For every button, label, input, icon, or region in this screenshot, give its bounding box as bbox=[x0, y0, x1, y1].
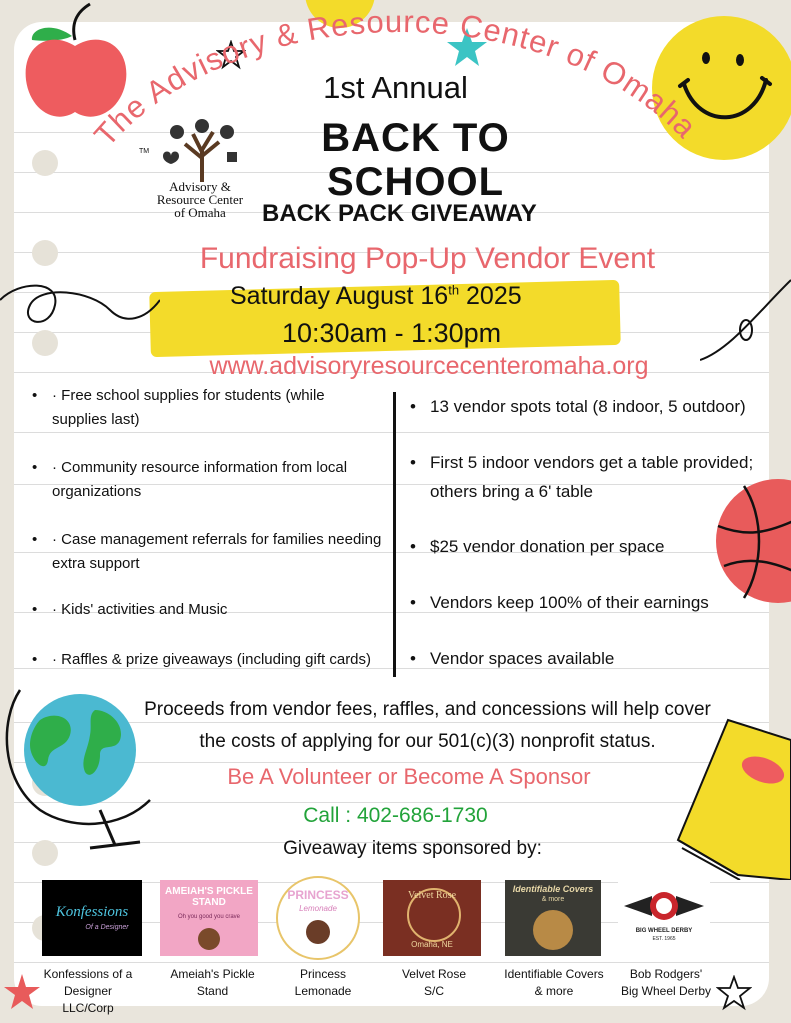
list-item: • $25 vendor donation per space bbox=[408, 532, 770, 561]
sponsor-name: Identifiable Covers & more bbox=[504, 967, 604, 998]
list-item: • · Raffles & prize giveaways (including gift cards) bbox=[30, 648, 392, 672]
sponsor-logo-velvet-rose: Velvet Rose Omaha, NE bbox=[383, 880, 481, 956]
coral-star-icon bbox=[2, 972, 42, 1012]
sponsor-logo-identifiable-covers: Identifiable Covers & more bbox=[505, 880, 601, 956]
main-title-line2: SCHOOL bbox=[326, 160, 505, 204]
list-item: • · Free school supplies for students (while supplies last) bbox=[30, 384, 382, 432]
star-outline-icon bbox=[716, 975, 752, 1011]
list-item: • 13 vendor spots total (8 indoor, 5 outdoor) bbox=[408, 392, 790, 421]
list-item: • Vendor spaces available bbox=[408, 644, 770, 673]
main-title bbox=[0, 116, 791, 207]
list-item: • First 5 indoor vendors get a table provided; others bring a 6' table bbox=[408, 448, 790, 506]
volunteer-callout: Be A Volunteer or Become A Sponsor bbox=[227, 764, 591, 789]
trademark-label: TM bbox=[139, 148, 150, 155]
sponsor-name: Konfessions of a Designer LLC/Corp bbox=[43, 967, 133, 1015]
list-item: • Vendors keep 100% of their earnings bbox=[408, 588, 770, 617]
squiggle-decoration-left bbox=[0, 270, 160, 350]
proceeds-line2: the costs of applying for our 501(c)(3) nonprofit status. bbox=[199, 731, 656, 752]
sponsor-name: Ameiah's Pickle Stand bbox=[170, 967, 255, 998]
column-divider bbox=[393, 392, 396, 677]
sponsor-logo-konfessions: Konfessions Of a Designer bbox=[42, 880, 142, 956]
sponsor-logo-pickle-stand: AMEIAH'S PICKLE STAND Oh you good you crave bbox=[160, 880, 258, 956]
website-link[interactable]: www.advisoryresourcecenteromaha.org bbox=[209, 352, 649, 380]
backpack-giveaway-title: BACK PACK GIVEAWAY bbox=[262, 200, 537, 227]
list-item: • · Kids' activities and Music bbox=[30, 598, 382, 622]
basketball-icon bbox=[704, 476, 791, 606]
svg-text:The Advisory & Resource Center: The Advisory & Resource Center of Omaha bbox=[87, 3, 704, 153]
event-date-suffix: th bbox=[448, 282, 460, 298]
annual-label: 1st Annual bbox=[323, 70, 468, 105]
event-date-prefix: Saturday August 16 bbox=[230, 282, 449, 310]
sponsor-logo-big-wheel-derby: BIG WHEEL DERBY EST. 1965 bbox=[618, 880, 710, 956]
list-item: • · Community resource information from local organizations bbox=[30, 456, 382, 504]
event-date bbox=[230, 282, 522, 311]
org-logo bbox=[135, 118, 265, 236]
sponsor-logo-princess-lemonade: PRINCESS Lemonade bbox=[276, 876, 360, 960]
main-title-line1: BACK TO bbox=[321, 116, 510, 160]
logo-line3: of Omaha bbox=[174, 205, 226, 220]
squiggle-decoration-right bbox=[700, 270, 791, 370]
proceeds-note bbox=[0, 694, 791, 758]
sponsor-name: Princess Lemonade bbox=[294, 967, 352, 998]
tree-icon bbox=[157, 118, 247, 182]
event-time: 10:30am - 1:30pm bbox=[282, 318, 502, 348]
sponsors-heading: Giveaway items sponsored by: bbox=[283, 838, 542, 859]
proceeds-line1: Proceeds from vendor fees, raffles, and concessions will help cover bbox=[144, 699, 711, 720]
event-date-year: 2025 bbox=[466, 282, 522, 310]
logo-line1: Advisory & bbox=[169, 179, 231, 194]
sponsor-name: Bob Rodgers' Big Wheel Derby bbox=[620, 967, 712, 998]
list-item: • · Case management referrals for families needing extra support bbox=[30, 528, 382, 576]
phone-number[interactable]: Call : 402-686-1730 bbox=[303, 804, 488, 827]
logo-line2: Resource Center bbox=[156, 192, 244, 207]
popup-event-title: Fundraising Pop-Up Vendor Event bbox=[199, 242, 656, 275]
sponsor-name: Velvet Rose S/C bbox=[401, 967, 467, 998]
